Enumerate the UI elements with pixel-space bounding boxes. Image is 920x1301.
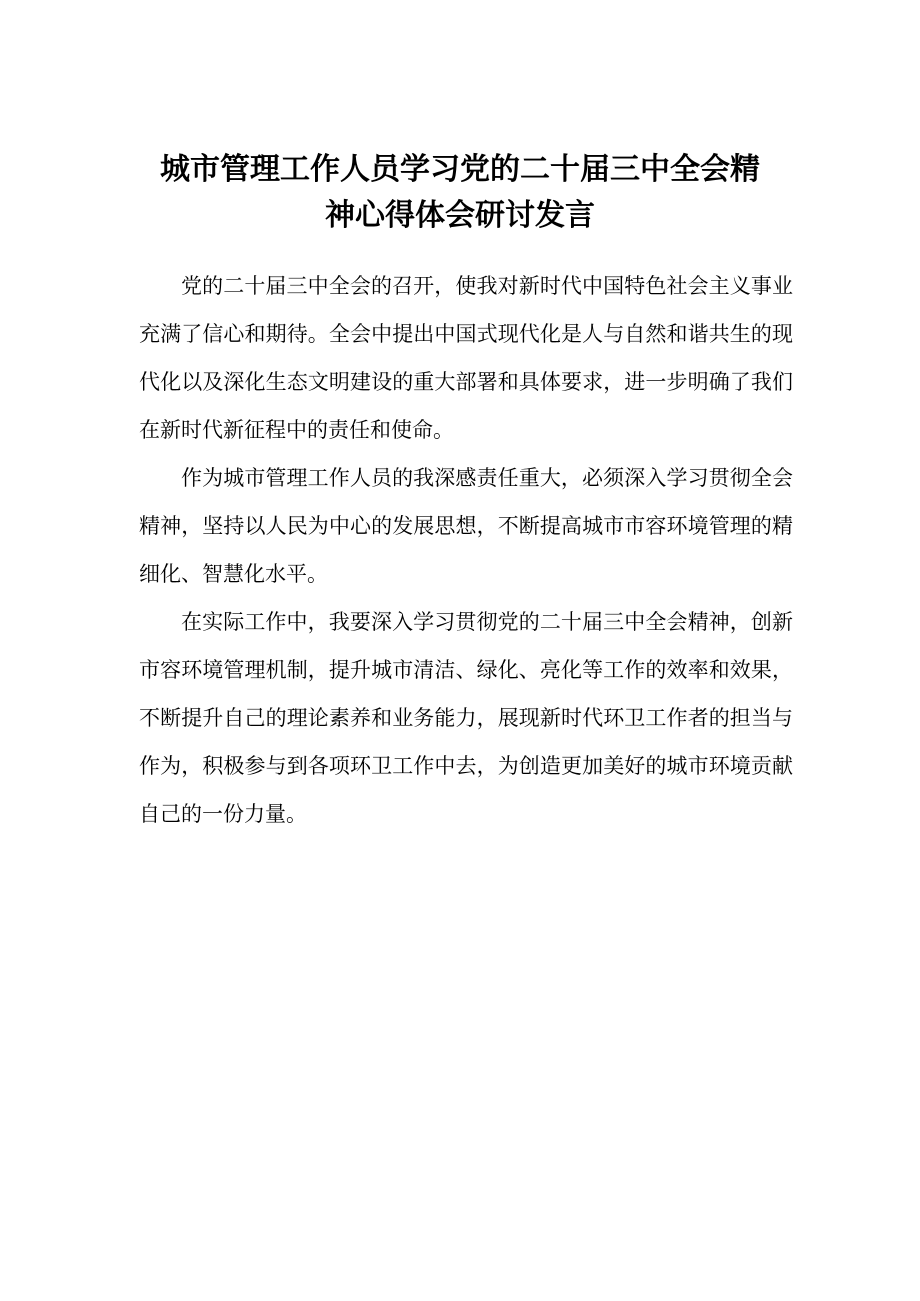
document-title-line-2: 神心得体会研讨发言 [325, 198, 595, 233]
paragraph-1: 党的二十届三中全会的召开，使我对新时代中国特色社会主义事业充满了信心和期待。全会中提出中国式现代化是人与自然和谐共生的现代化以及深化生态文明建设的重大部署和具体要求，进一步明确了我们在新时代新征程中的责任和使命。 [139, 274, 793, 442]
paragraph-3: 在实际工作中，我要深入学习贯彻党的二十届三中全会精神，创新市容环境管理机制，提升城市清洁、绿化、亮化等工作的效率和效果，不断提升自己的理论素养和业务能力，展现新时代环卫工作者的担当与作为，积极参与到各项环卫工作中去，为创造更加美好的城市环境贡献自己的一份力量。 [139, 610, 793, 826]
document-body [139, 262, 793, 838]
document-title-line-1: 城市管理工作人员学习党的二十届三中全会精 [160, 152, 760, 187]
paragraph-2: 作为城市管理工作人员的我深感责任重大，必须深入学习贯彻全会精神，坚持以人民为中心的发展思想，不断提高城市市容环境管理的精细化、智慧化水平。 [139, 466, 793, 586]
